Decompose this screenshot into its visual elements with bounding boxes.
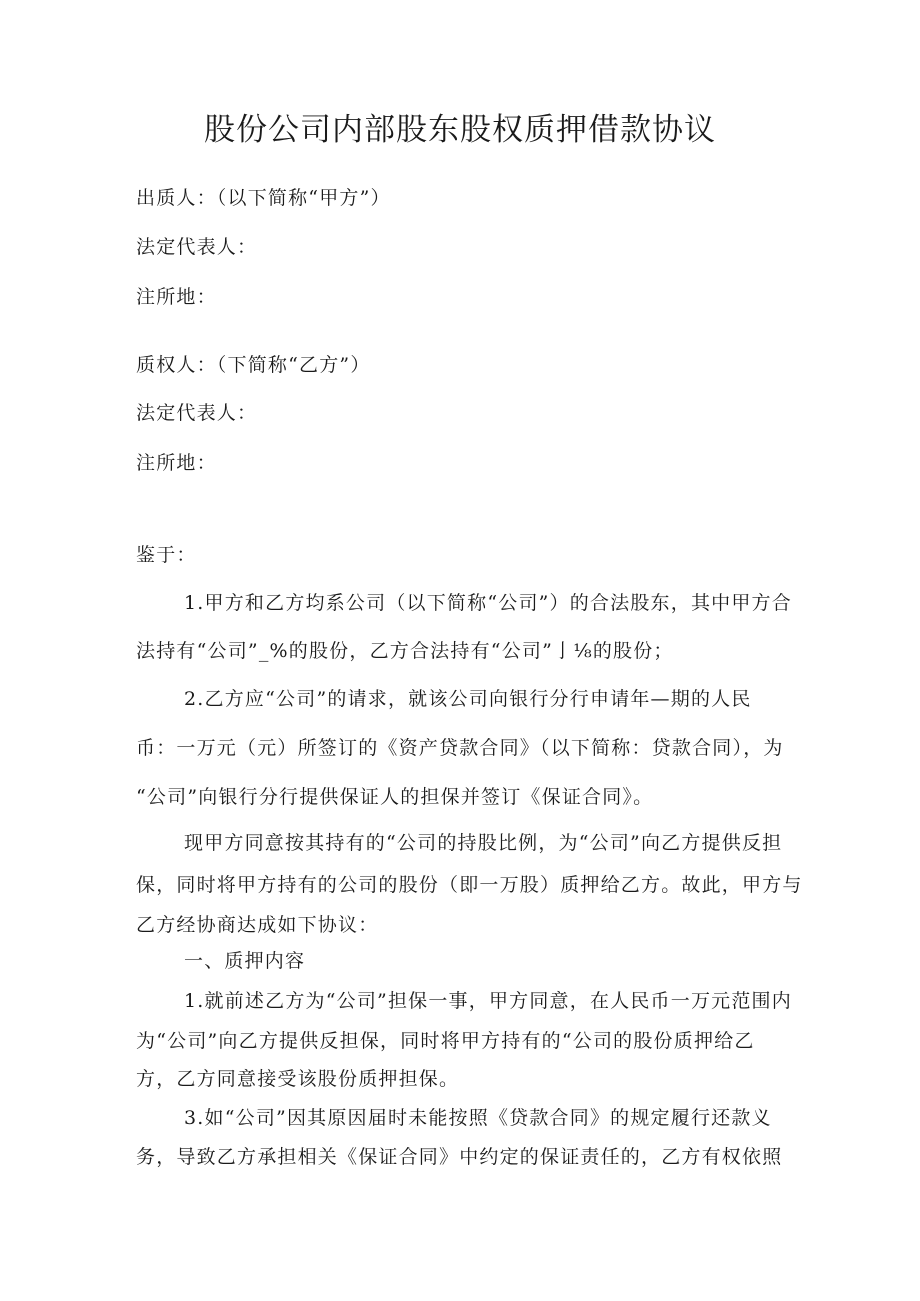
- clause1-line2: 为“公司”向乙方提供反担保，同时将甲方持有的“公司的股份质押给乙: [136, 1030, 755, 1052]
- pledgee-representative: 法定代表人：: [136, 402, 258, 424]
- pledgor-representative: 法定代表人：: [136, 236, 258, 258]
- whereas-item2-line2: 币：一万元（元）所签订的《资产贷款合同》（以下简称：贷款合同），为: [136, 737, 784, 759]
- intro-line1: 现甲方同意按其持有的“公司的持股比例，为“公司”向乙方提供反担: [184, 832, 783, 854]
- whereas-heading: 鉴于：: [136, 544, 197, 566]
- whereas-item2-line3: “公司”向银行分行提供保证人的担保并签订《保证合同》。: [136, 786, 654, 808]
- pledgor-name: 出质人：（以下简称“甲方”）: [136, 187, 391, 209]
- document-title: 股份公司内部股东股权质押借款协议: [204, 112, 716, 148]
- clause1-line3: 方，乙方同意接受该股份质押担保。: [136, 1068, 460, 1090]
- whereas-item1-line1: 1.甲方和乙方均系公司（以下简称“公司”）的合法股东，其中甲方合: [184, 592, 792, 614]
- whereas-item1-line2: 法持有“公司”_%的股份，乙方合法持有“公司”亅⅛的股份；: [136, 640, 674, 662]
- section1-heading: 一、质押内容: [184, 950, 306, 972]
- clause1-line1: 1.就前述乙方为“公司”担保一事，甲方同意，在人民币一万元范围内: [184, 990, 792, 1012]
- pledgor-address: 注所地：: [136, 286, 217, 308]
- pledgee-address: 注所地：: [136, 452, 217, 474]
- intro-line2: 保，同时将甲方持有的公司的股份（即一万股）质押给乙方。故此，甲方与: [136, 874, 803, 896]
- clause3-line2: 务，导致乙方承担相关《保证合同》中约定的保证责任的，乙方有权依照: [136, 1146, 783, 1168]
- intro-line3: 乙方经协商达成如下协议：: [136, 914, 379, 936]
- pledgee-name: 质权人：（下简称“乙方”）: [136, 354, 371, 376]
- clause3-line1: 3.如“公司”因其原因届时未能按照《贷款合同》的规定履行还款义: [184, 1107, 772, 1129]
- whereas-item2-line1: 2.乙方应“公司”的请求，就该公司向银行分行申请年—期的人民: [184, 688, 752, 710]
